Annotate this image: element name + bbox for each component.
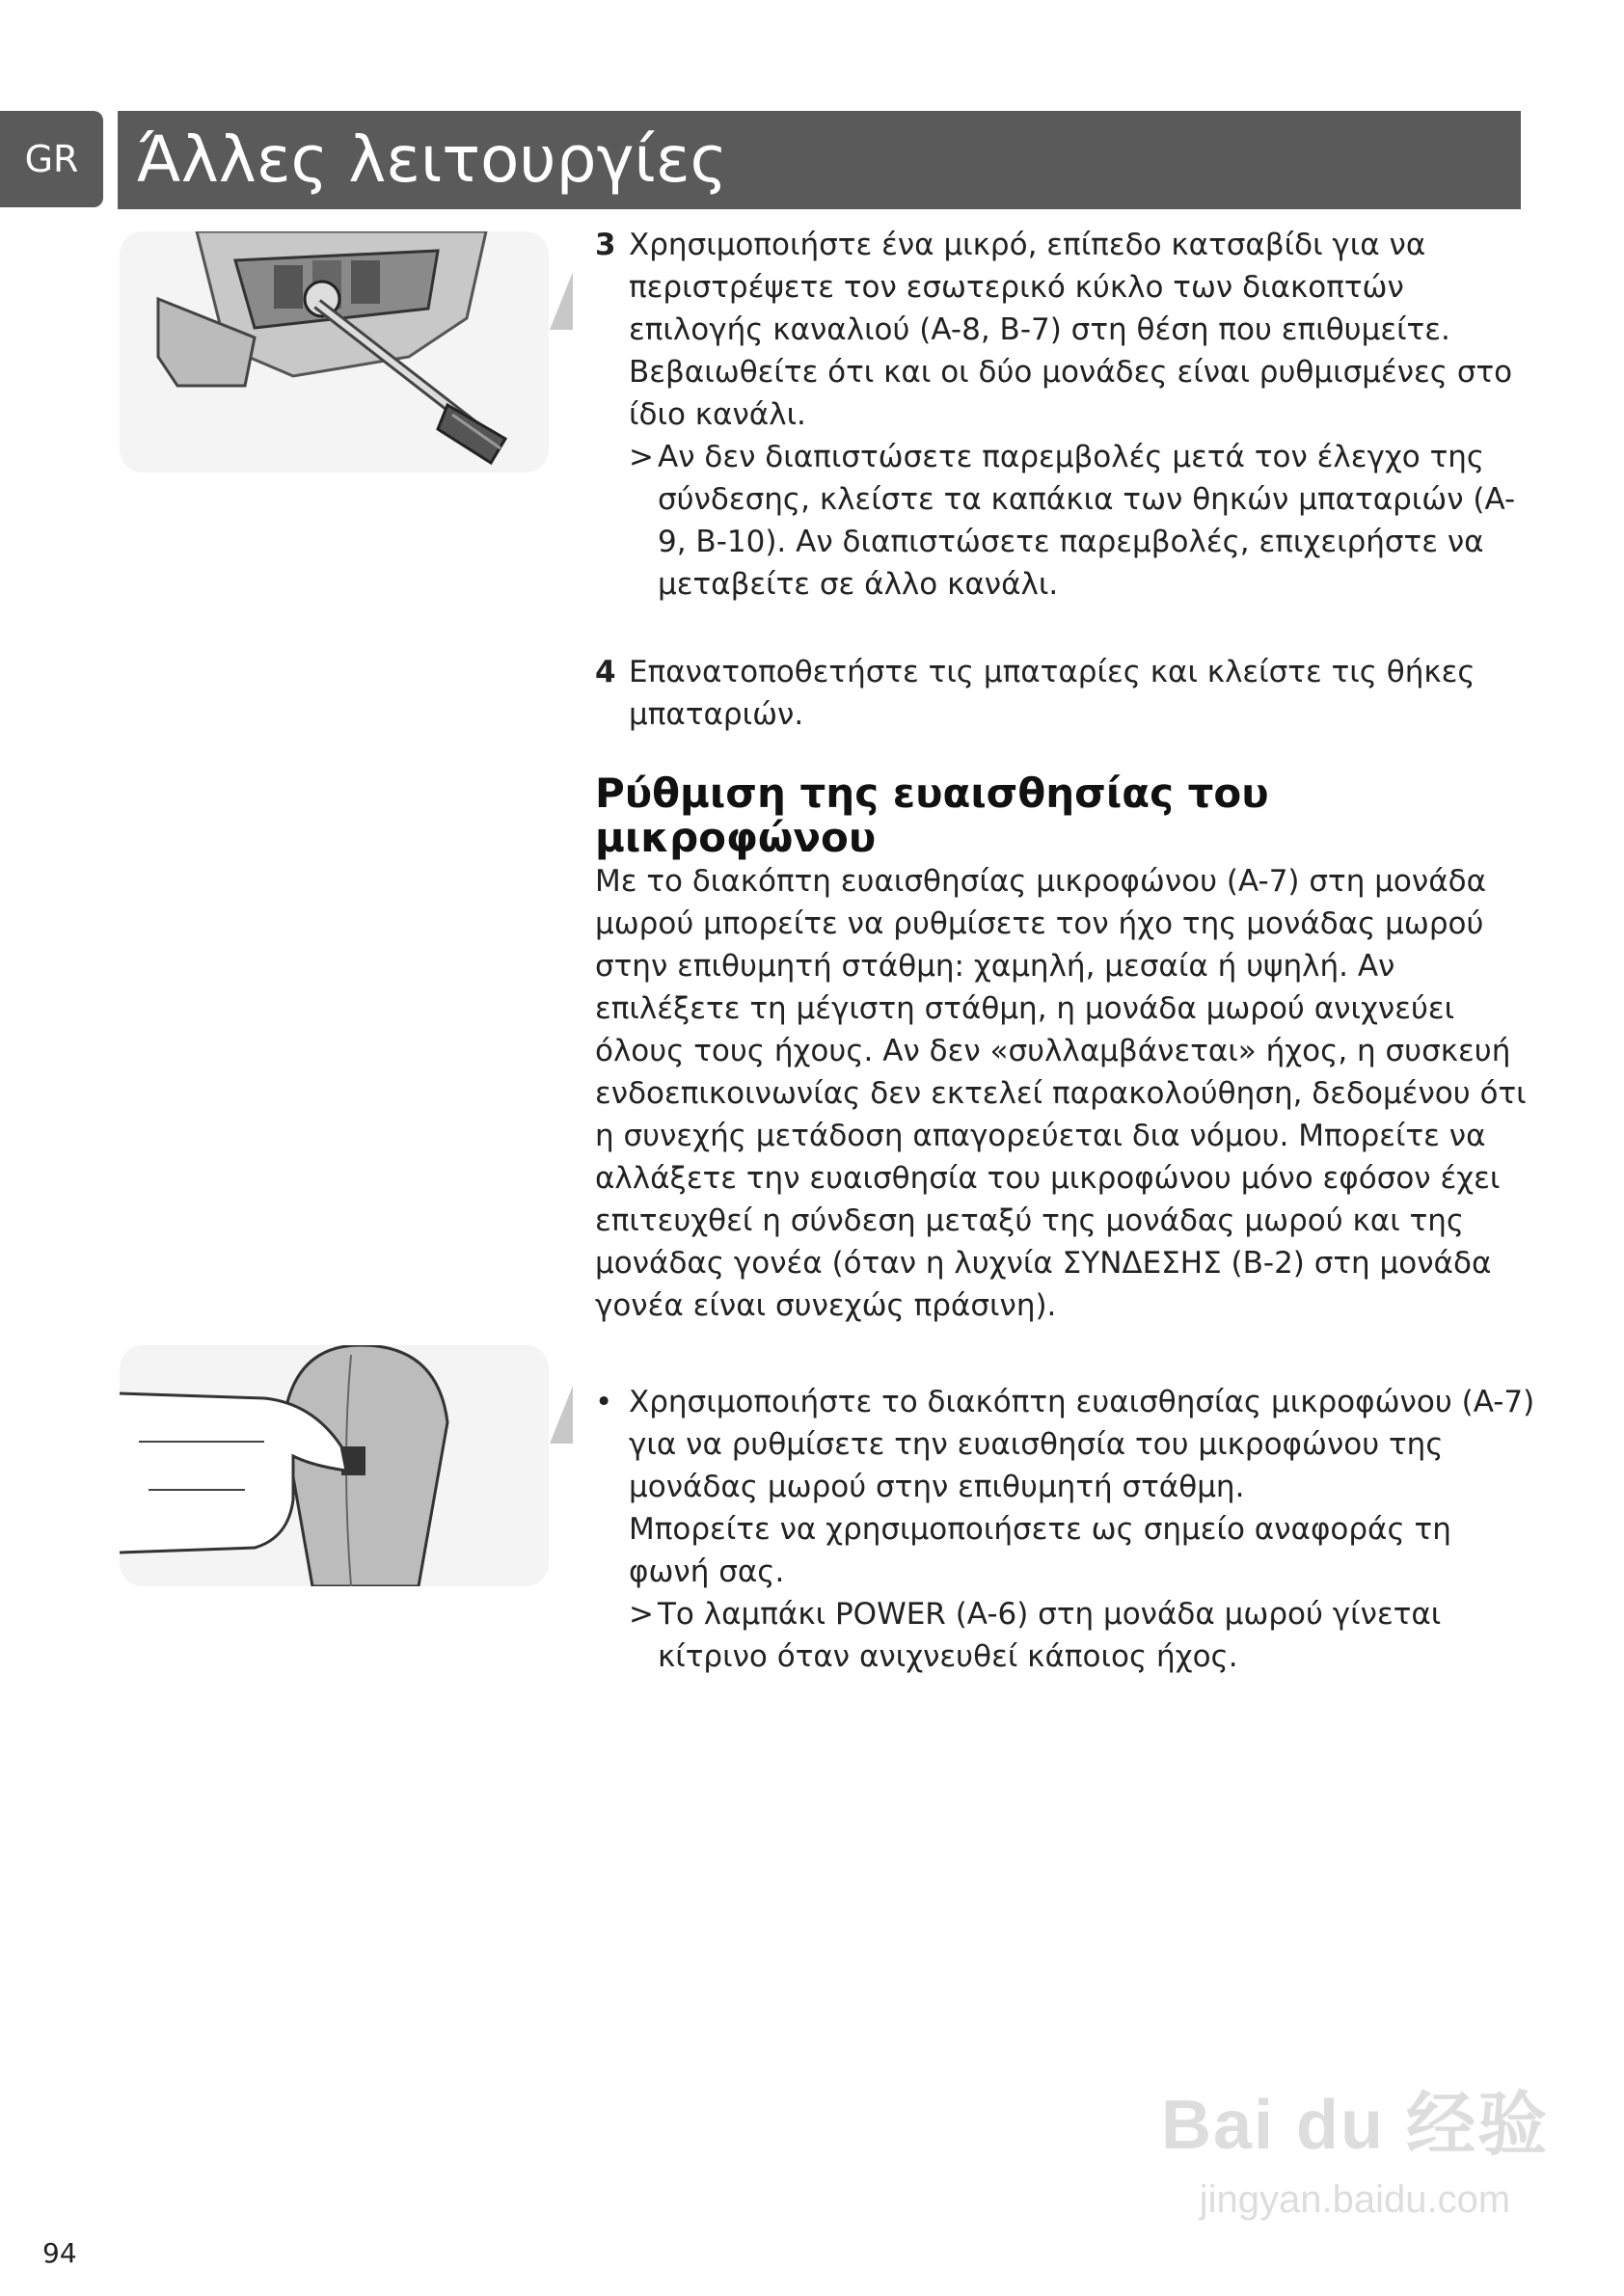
watermark — [1152, 2068, 1557, 2252]
bullet-result — [629, 1593, 1535, 1678]
section-heading: Ρύθμιση της ευαισθησίας του μικροφώνου — [595, 770, 1269, 861]
step-text: Χρησιμοποιήστε ένα μικρό, επίπεδο κατσαβίδι για να περιστρέψετε τον εσωτερικό κύκλο των διακοπτών επιλογής καναλιού (A-8, B-7) στη θέση που επιθυμείτε. Βεβαιωθείτε ότι και οι δύο μονάδες είναι ρυθμισμένες στο ίδιο κανάλι. — [629, 228, 1513, 432]
result-text: Το λαμπάκι POWER (A-6) στη μονάδα μωρού γίνεται κίτρινο όταν ανιχνευθεί κάποιος ήχος. — [658, 1597, 1442, 1674]
watermark-logo: Bai du 经验 — [1160, 2087, 1549, 2164]
result-text: Αν δεν διαπιστώσετε παρεμβολές μετά τον έλεγχο της σύνδεσης, κλείστε τα καπάκια των θηκών μπαταριών (A-9, B-10). Αν διαπιστώσετε παρεμβολές, επιχειρήστε να μεταβείτε σε άλλο κανάλι. — [658, 440, 1516, 602]
figure-pointer-marker — [550, 272, 573, 330]
title-bar — [118, 111, 1521, 209]
finger-switch-illustration — [120, 1345, 549, 1586]
step-number: 4 — [595, 655, 616, 689]
step-number: 3 — [595, 228, 616, 262]
bullet-marker: • — [595, 1385, 613, 1419]
page-number: 94 — [42, 2237, 77, 2269]
step-result — [629, 436, 1535, 606]
bullet-note: Μπορείτε να χρησιμοποιήσετε ως σημείο αναφοράς τη φωνή σας. — [629, 1512, 1451, 1589]
step-4 — [595, 651, 1535, 736]
language-tab: GR — [0, 111, 103, 207]
figure-pointer-marker — [550, 1386, 573, 1444]
step-3 — [595, 224, 1535, 606]
watermark-url: jingyan.baidu.com — [1199, 2178, 1511, 2221]
result-marker: > — [629, 440, 654, 474]
bullet-text: Χρησιμοποιήστε το διακόπτη ευαισθησίας μικροφώνου (A-7) για να ρυθμίσετε την ευαισθησία του μικροφώνου της μονάδας μωρού στην επιθυμητή στάθμη. — [629, 1385, 1535, 1504]
step-text: Επανατοποθετήστε τις μπαταρίες και κλείστε τις θήκες μπαταριών. — [629, 655, 1475, 732]
page-title: Άλλες λειτουργίες — [137, 122, 728, 197]
screwdriver-illustration — [120, 231, 549, 473]
instruction-bullet — [595, 1381, 1535, 1678]
sensitivity-section — [595, 771, 1530, 1327]
section-body: Με το διακόπτη ευαισθησίας μικροφώνου (A-7) στη μονάδα μωρού μπορείτε να ρυθμίσετε τον ήχο της μονάδας μωρού στην επιθυμητή στάθμη: χαμηλή, μεσαία ή υψηλή. Αν επιλέξετε τη μέγιστη στάθμη, η μονάδα μωρού ανιχνεύει όλους τους ήχους. Αν δεν «συλλαμβάνεται» ήχος, η συσκευή ενδοεπικοινωνίας δεν εκτελεί παρακολούθηση, δεδομένου ότι η συνεχής μετάδοση απαγορεύεται δια νόμου. Μπορείτε να αλλάξετε την ευαισθησία του μικροφώνου μόνο εφόσον έχει επιτευχθεί η σύνδεση μεταξύ της μονάδας μωρού και της μονάδας γονέα (όταν η λυχνία ΣΥΝΔΕΣΗΣ (B-2) στη μονάδα γονέα είναι συνεχώς πράσινη). — [595, 864, 1527, 1323]
result-marker: > — [629, 1597, 654, 1632]
